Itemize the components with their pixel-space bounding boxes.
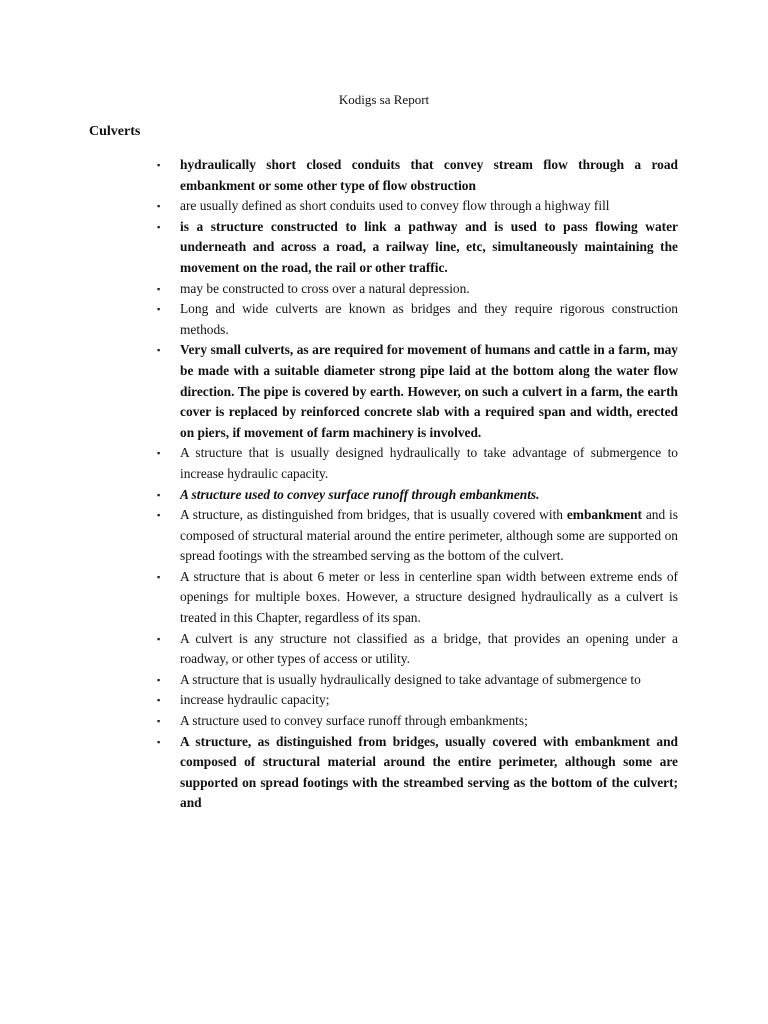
list-item [157,299,678,340]
bullet-icon: ▪ [157,489,161,500]
bullet-icon: ▪ [157,304,161,315]
bullet-list [157,155,678,814]
list-item-text: A culvert is any structure not classified as a bridge, that provides an opening under a roadway, or other types of access or utility. [180,630,678,667]
list-item [157,340,678,443]
list-item-text: A structure used to convey surface runoff through embankments; [180,713,528,729]
bullet-icon: ▪ [157,345,161,356]
document-title: Kodigs sa Report [338,92,430,107]
list-item-text: A structure that is usually hydraulically designed to take advantage of submergence to [180,671,641,687]
bullet-icon: ▪ [157,695,161,706]
bullet-icon: ▪ [157,633,161,644]
list-item-text: A structure that is about 6 meter or less in centerline span width between extreme ends of openings for multiple boxes. However, a structure designed hydraulically as a culvert is treated in this Chapter, regardless of its span. [180,568,678,626]
list-item [157,505,678,567]
list-item-text-part: A structure, as distinguished from bridges, that is usually covered with [180,507,567,523]
bullet-icon: ▪ [157,201,161,212]
bullet-icon: ▪ [157,160,161,170]
list-item-text: may be constructed to cross over a natural depression. [180,280,470,296]
bullet-icon: ▪ [157,716,161,727]
list-item-text: hydraulically short closed conduits that convey stream flow through a road embankment or some other type of flow obstruction [180,157,678,193]
list-item-text: A structure used to convey surface runoff through embankments. [180,486,540,502]
bullet-icon: ▪ [157,510,161,521]
list-item [157,485,678,506]
list-item [157,732,678,814]
bullet-icon: ▪ [157,283,161,294]
list-item-text: is a structure constructed to link a pathway and is used to pass flowing water underneath and across a road, a railway line, etc, simultaneously maintaining the movement on the road, the rail or other traffic. [180,218,678,275]
list-item-text: Very small culverts, as are required for movement of humans and cattle in a farm, may be made with a suitable diameter strong pipe laid at the bottom along the water flow direction. The pipe is covered by earth. However, on such a culvert in a farm, the earth cover is replaced by reinforced concrete slab with a required span and width, erected on piers, if movement of farm machinery is involved. [180,342,678,440]
list-item [157,217,678,279]
list-item [157,711,678,732]
bullet-icon: ▪ [157,674,161,685]
list-item-text: A structure, as distinguished from bridges, usually covered with embankment and composed of structural material around the entire perimeter, although some are supported on spread footings with the streambed serving as the bottom of the culvert; and [180,733,678,811]
list-item-text: increase hydraulic capacity; [180,692,330,708]
list-item [157,670,678,691]
list-item [157,196,678,217]
list-item [157,279,678,300]
list-item-text: Long and wide culverts are known as bridges and they require rigorous construction methods. [180,301,678,337]
bullet-icon: ▪ [157,736,161,747]
list-item-text: A structure that is usually designed hydraulically to take advantage of submergence to increase hydraulic capacity. [180,445,678,481]
section-heading: Culverts [89,124,141,139]
list-item [157,629,678,670]
list-item [157,690,678,711]
list-item-text: are usually defined as short conduits used to convey flow through a highway fill [180,198,610,214]
bullet-icon: ▪ [157,448,161,459]
list-item [157,155,678,196]
list-item [157,443,678,484]
bullet-icon: ▪ [157,571,161,582]
list-item [157,567,678,629]
bullet-icon: ▪ [157,221,161,232]
list-item-text-part: and is composed of structural material around the entire perimeter, although some are supported on spread footings with the streambed serving as the bottom of the culvert. [180,507,678,564]
list-item-text-emphasis: embankment [566,507,642,523]
